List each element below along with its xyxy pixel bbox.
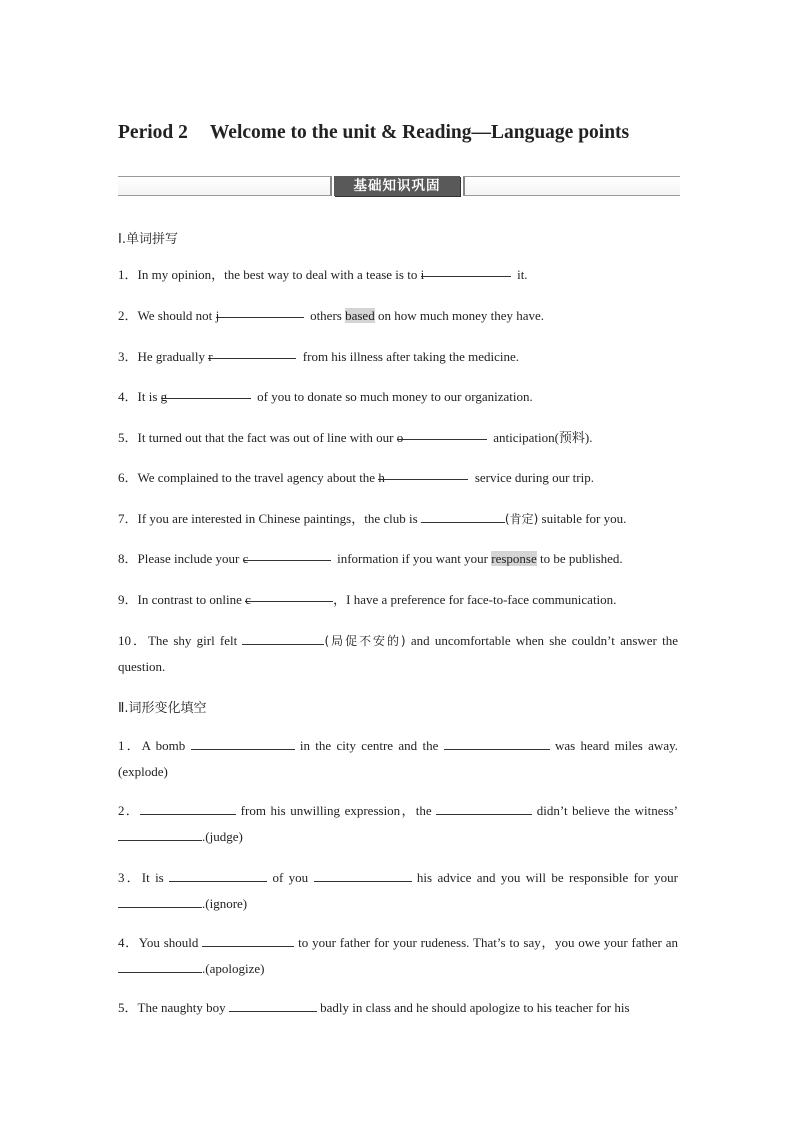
list-item: 3．He gradually r from his illness after taking the medicine.: [118, 344, 678, 370]
section-banner: [118, 176, 678, 196]
highlighted-word: response: [491, 551, 537, 566]
list-item: 2． from his unwilling expression，the didn’t believe the witness’ .(judge): [118, 798, 678, 850]
answer-blank[interactable]: [118, 958, 202, 973]
list-item: 2．We should not j others based on how much money they have.: [118, 303, 678, 329]
list-item: 9．In contrast to online c ，I have a preference for face-to-face communication.: [118, 587, 678, 613]
list-item: 6．We complained to the travel agency about the h service during our trip.: [118, 465, 678, 491]
answer-blank[interactable]: [202, 932, 294, 947]
page-title: Period 2 Welcome to the unit & Reading—Language points: [118, 122, 630, 143]
banner-rule-right: [463, 176, 680, 196]
answer-blank[interactable]: [242, 630, 324, 645]
answer-blank[interactable]: [314, 867, 412, 882]
section-heading-spelling: Ⅰ.单词拼写: [118, 232, 178, 247]
list-item: 7．If you are interested in Chinese paintings，the club is (肯定) suitable for you.: [118, 506, 678, 532]
answer-blank[interactable]: [421, 508, 505, 523]
answer-blank[interactable]: [444, 735, 550, 750]
list-item: 8．Please include your c information if you want your response to be published.: [118, 546, 678, 572]
answer-blank[interactable]: c: [245, 587, 333, 602]
answer-blank[interactable]: j: [216, 303, 304, 318]
list-item: 5．The naughty boy badly in class and he should apologize to his teacher for his: [118, 995, 678, 1021]
answer-blank[interactable]: i: [421, 262, 511, 277]
answer-blank[interactable]: r: [208, 344, 296, 359]
answer-blank[interactable]: [436, 800, 532, 815]
answer-blank[interactable]: [140, 800, 236, 815]
highlighted-word: based: [345, 308, 375, 323]
answer-blank[interactable]: [191, 735, 295, 750]
answer-blank[interactable]: g: [161, 384, 251, 399]
list-item: 3．It is of you his advice and you will be responsible for your .(ignore): [118, 865, 678, 917]
answer-blank[interactable]: o: [397, 425, 487, 440]
banner-rule-left: [118, 176, 332, 196]
list-item: 1．In my opinion，the best way to deal with a tease is to i it.: [118, 262, 678, 288]
answer-blank[interactable]: [118, 893, 202, 908]
banner-label: 基础知识巩固: [334, 176, 460, 196]
list-item: 4．It is g of you to donate so much money to our organization.: [118, 384, 678, 410]
list-item: 10．The shy girl felt (局促不安的) and uncomfortable when she couldn’t answer the question.: [118, 628, 678, 680]
section-heading-word-forms: Ⅱ.词形变化填空: [118, 701, 207, 716]
answer-blank[interactable]: c: [243, 546, 331, 561]
list-item: 5．It turned out that the fact was out of line with our o anticipation(预料).: [118, 425, 678, 451]
answer-blank[interactable]: h: [378, 465, 468, 480]
answer-blank[interactable]: [229, 997, 317, 1012]
answer-blank[interactable]: [169, 867, 267, 882]
answer-blank[interactable]: [118, 826, 202, 841]
list-item: 1．A bomb in the city centre and the was heard miles away.(explode): [118, 733, 678, 785]
list-item: 4．You should to your father for your rudeness. That’s to say，you owe your father an .(apologize): [118, 930, 678, 982]
